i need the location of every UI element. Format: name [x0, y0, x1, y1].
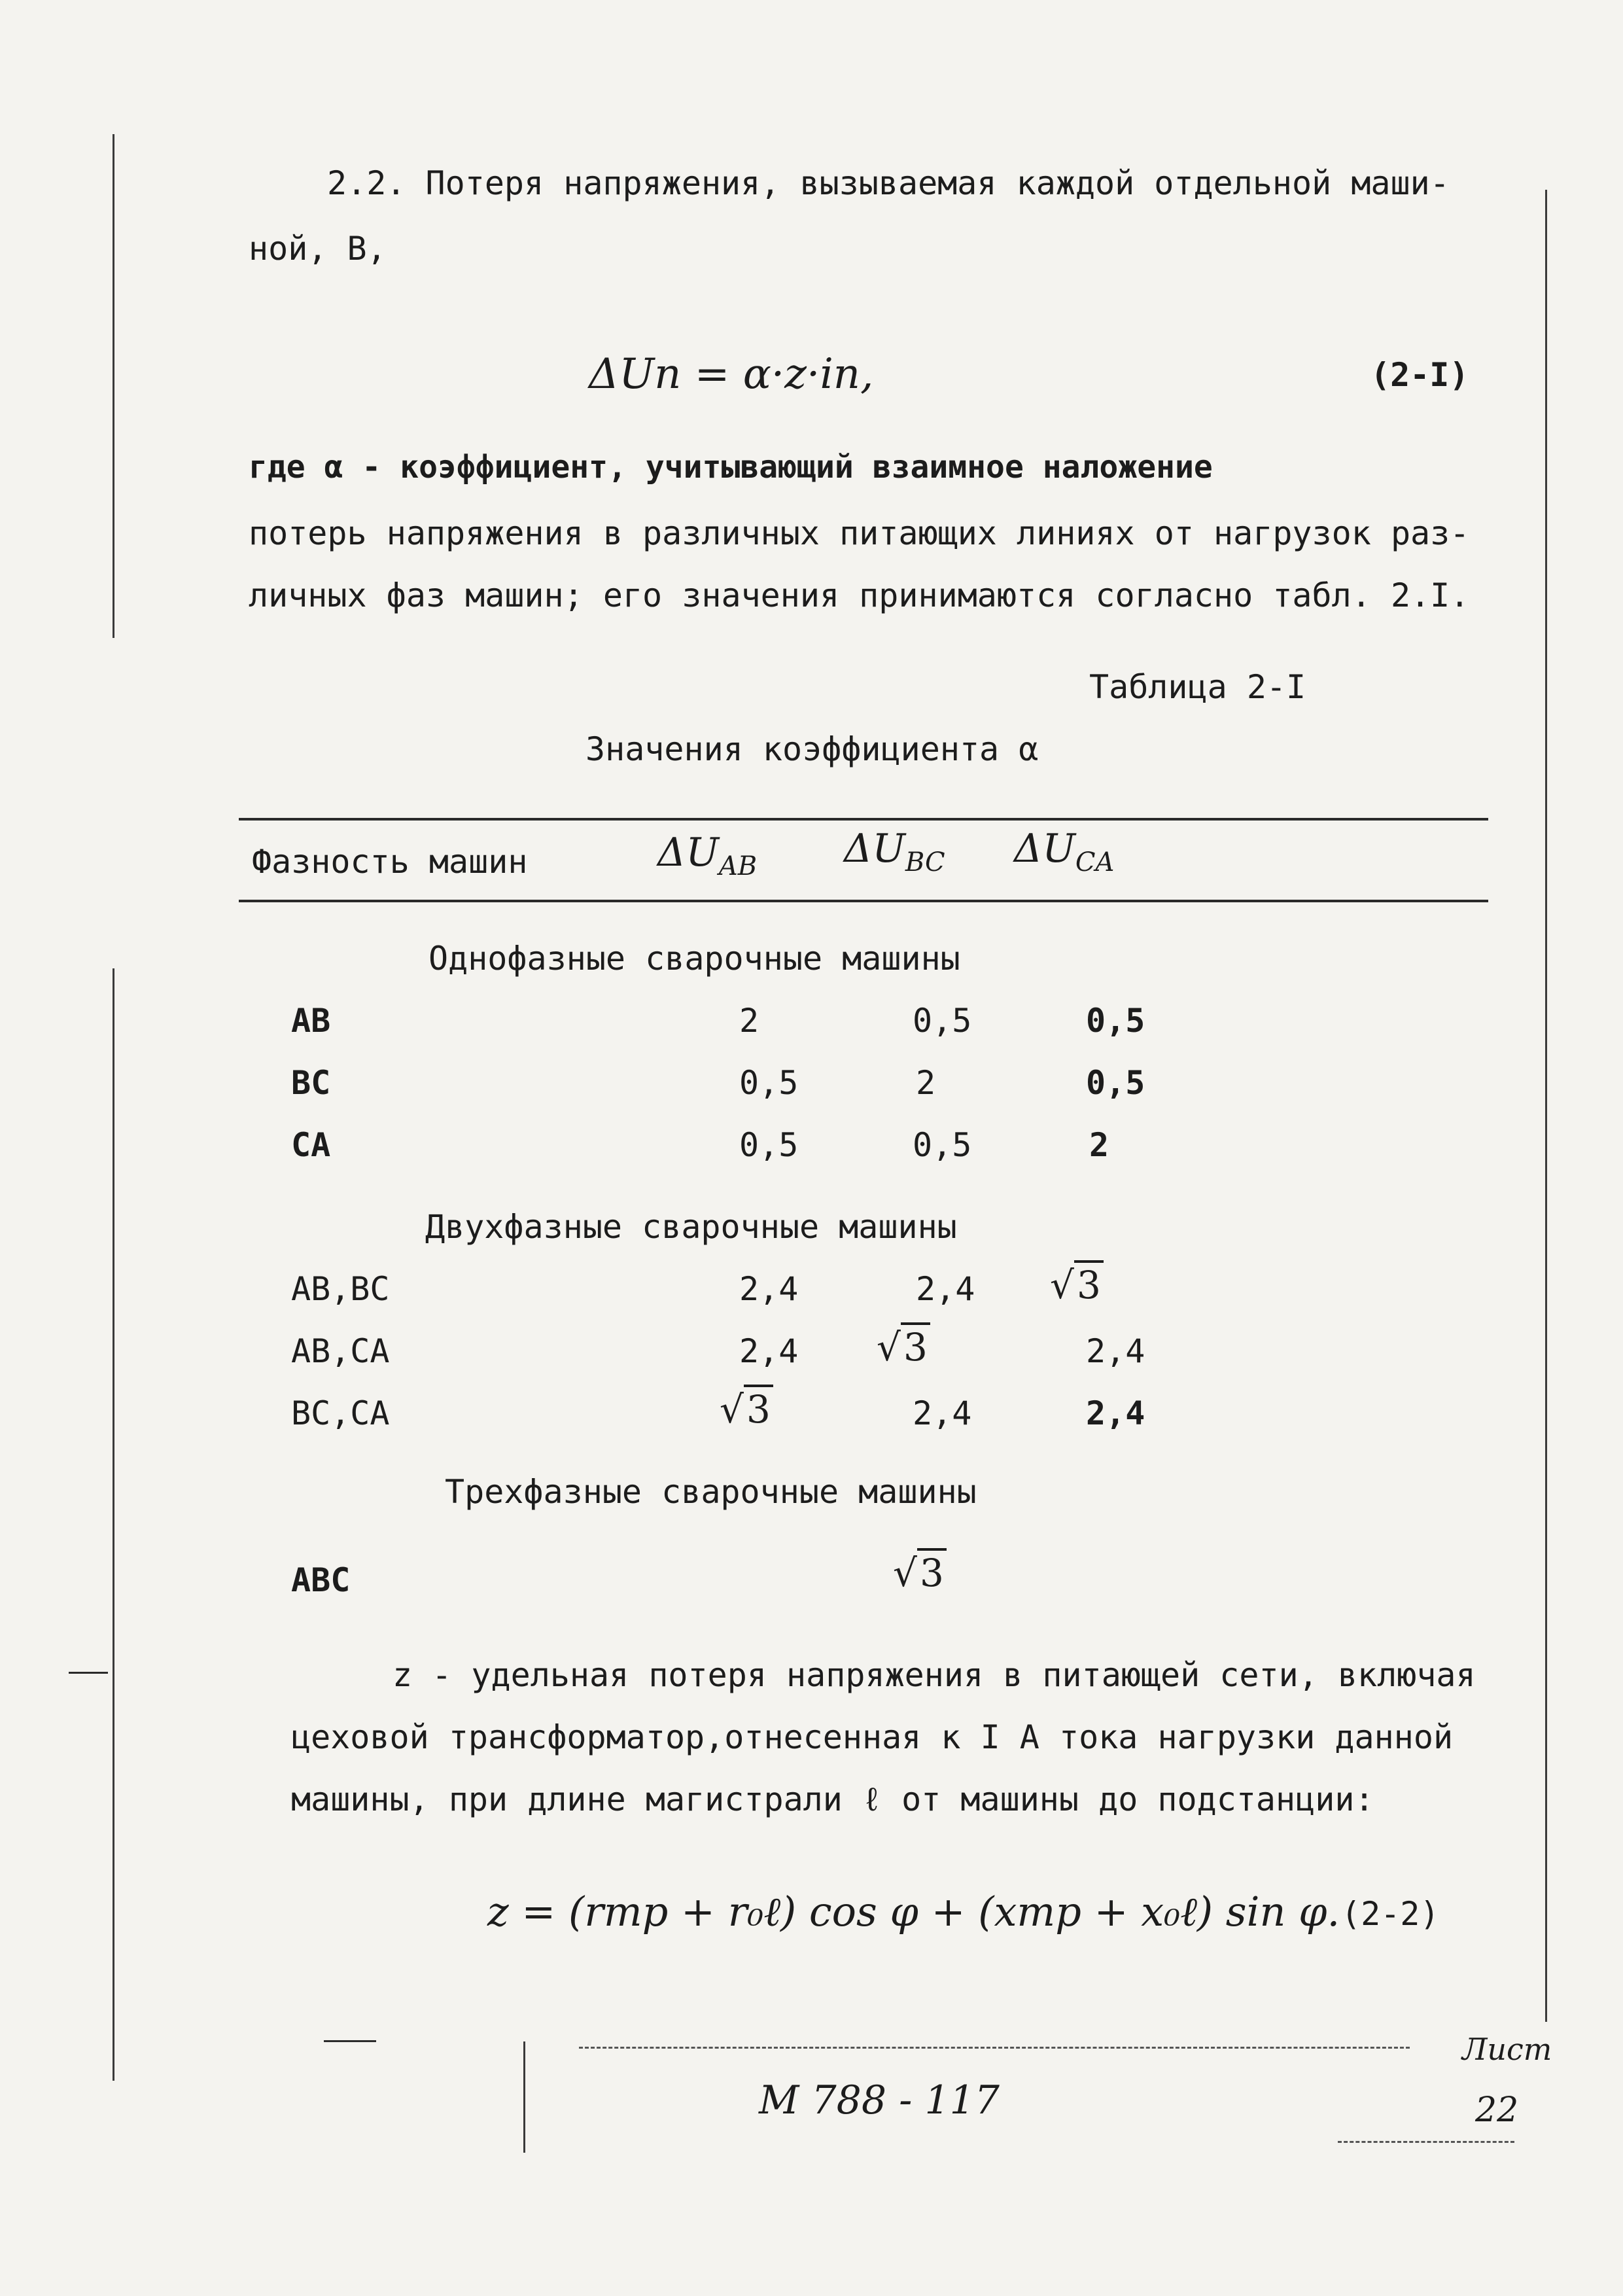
cell-value-sqrt3: √3	[893, 1551, 947, 1595]
header-du-ab-symbol: ΔU	[657, 830, 719, 875]
cell-ca: 0,5	[1086, 1064, 1145, 1102]
where-line-2: потерь напряжения в различных питающих линиях от нагрузок раз-	[249, 514, 1470, 552]
row-phase: АВ,ВС	[291, 1270, 390, 1308]
cell-ab: 0,5	[739, 1126, 799, 1164]
row-phase: ВС,СА	[291, 1394, 390, 1432]
row-phase: СА	[291, 1126, 331, 1164]
header-du-bc-sub: BC	[905, 847, 945, 877]
row-phase: АВ,СА	[291, 1332, 390, 1370]
row-phase: АВ	[291, 1002, 331, 1040]
group-title-single-phase: Однофазные сварочные машины	[428, 940, 960, 978]
right-margin-line	[1545, 190, 1547, 2022]
where-line-1: где α - коэффициент, учитывающий взаимное наложение	[249, 449, 1213, 486]
z-line-1: z - удельная потеря напряжения в питающей сети, включая	[393, 1656, 1476, 1694]
cell-ab-sqrt3: √3	[720, 1387, 773, 1432]
formula-2-1: ΔUп = α·z·iп,	[589, 350, 874, 398]
stamp-divider	[523, 2041, 525, 2153]
cell-ab: 0,5	[739, 1064, 799, 1102]
left-margin-line	[113, 134, 114, 638]
z-line-2: цеховой трансформатор,отнесенная к I А тока нагрузки данной	[291, 1718, 1454, 1756]
row-phase: ВС	[291, 1064, 331, 1102]
cell-bc-sqrt3: √3	[877, 1325, 930, 1369]
header-du-bc	[844, 826, 945, 877]
document-code: М 788 - 117	[759, 2077, 1000, 2123]
cell-bc: 0,5	[913, 1126, 972, 1164]
formula-2-1-number: (2-I)	[1370, 356, 1469, 394]
sheet-number: 22	[1475, 2091, 1519, 2130]
margin-tick	[69, 1672, 108, 1674]
table-title: Значения коэффициента α	[585, 730, 1039, 768]
intro-line-2: ной, В,	[249, 230, 387, 268]
sheet-label: Лист	[1462, 2032, 1552, 2067]
stamp-short-rule	[324, 2040, 376, 2042]
header-du-ca-symbol: ΔU	[1014, 826, 1075, 872]
header-du-bc-symbol: ΔU	[844, 826, 905, 872]
table-label: Таблица 2-I	[1089, 668, 1306, 706]
header-du-ab-sub: AB	[718, 851, 758, 881]
formula-2-2: z = (rтр + r₀ℓ) cos φ + (xтр + x₀ℓ) sin φ.	[487, 1888, 1340, 1935]
cell-ca: 2,4	[1086, 1394, 1145, 1432]
cell-bc: 2,4	[916, 1270, 975, 1308]
stamp-top-rule	[579, 2047, 1410, 2051]
cell-ca: 2	[1089, 1126, 1109, 1164]
intro-line-1: 2.2. Потеря напряжения, вызываемая каждой отдельной маши-	[327, 164, 1450, 202]
cell-ca: 2,4	[1086, 1332, 1145, 1370]
cell-ab: 2,4	[739, 1332, 799, 1370]
left-margin-line-lower	[113, 968, 114, 2081]
row-phase: АВС	[291, 1561, 351, 1599]
cell-ab: 2	[739, 1002, 759, 1040]
cell-bc: 2	[916, 1064, 936, 1102]
group-title-two-phase: Двухфазные сварочные машины	[425, 1208, 957, 1246]
cell-bc: 2,4	[913, 1394, 972, 1432]
header-phase: Фазность машин	[252, 843, 528, 881]
cell-ca: 0,5	[1086, 1002, 1145, 1040]
cell-ca-sqrt3: √3	[1050, 1263, 1104, 1307]
where-line-3: личных фаз машин; его значения принимаются согласно табл. 2.I.	[249, 576, 1470, 614]
table-top-rule	[239, 818, 1488, 821]
header-du-ab	[657, 830, 758, 881]
table-header-rule	[239, 900, 1488, 902]
formula-2-2-number: (2-2)	[1341, 1895, 1440, 1933]
header-du-ca-sub: CA	[1075, 847, 1115, 877]
cell-bc: 0,5	[913, 1002, 972, 1040]
header-du-ca	[1014, 826, 1115, 877]
cell-ab: 2,4	[739, 1270, 799, 1308]
group-title-three-phase: Трехфазные сварочные машины	[445, 1473, 977, 1511]
stamp-bottom-rule	[1338, 2141, 1514, 2145]
z-line-3: машины, при длине магистрали ℓ от машины до подстанции:	[291, 1780, 1374, 1818]
